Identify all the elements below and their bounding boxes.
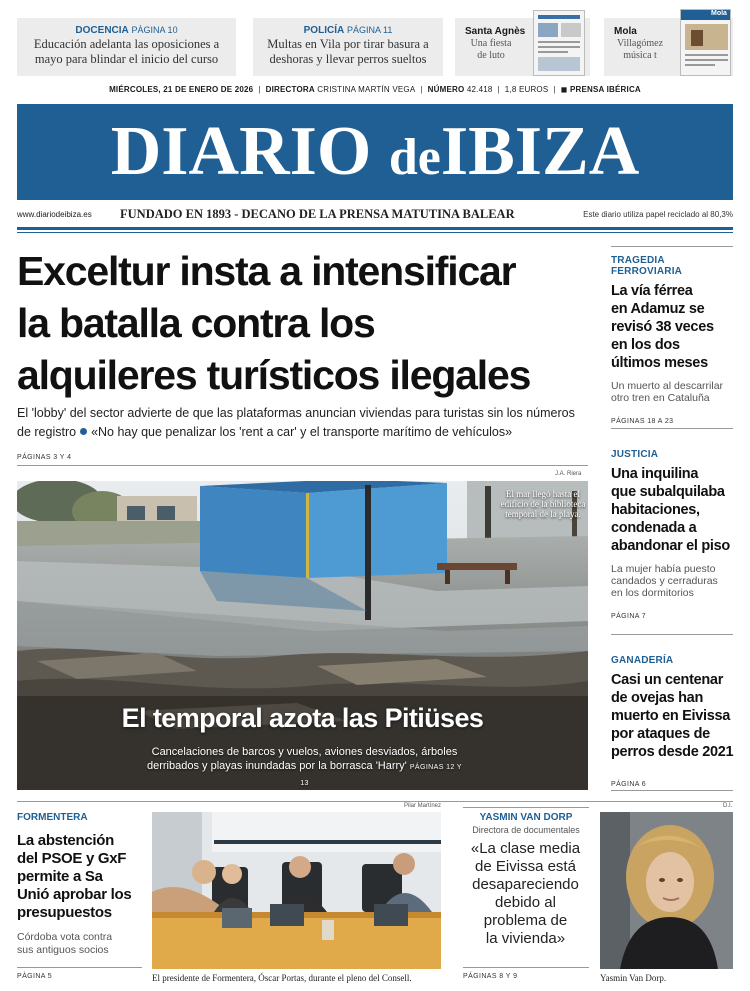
sidebar-divider — [611, 634, 733, 635]
date: MIÉRCOLES, 21 DE ENERO DE 2026 — [109, 85, 254, 94]
interview-divider — [463, 967, 589, 968]
teaser-kicker-line — [253, 18, 443, 36]
teaser-page: PÀGINA 10 — [131, 25, 178, 35]
motto: FUNDADO EN 1893 - DECANO DE LA PRENSA MATUTINA BALEAR — [120, 207, 515, 221]
sidebar-desc: Un muerto al descarrilar otro tren en Cataluña — [611, 380, 724, 404]
interview-pages: PÁGINAS 8 Y 9 — [463, 973, 518, 980]
formentera-photo[interactable] — [152, 812, 441, 969]
newspaper-thumbnail-1 — [533, 10, 585, 76]
bottom-divider — [17, 801, 733, 802]
formentera-headline[interactable]: La abstención del PSOE y GxF permite a Sa Unió aprobar los presupuestos — [17, 832, 132, 921]
website-link[interactable]: www.diariodeibiza.es — [17, 210, 92, 219]
formentera-pages: PÀGINA 5 — [17, 973, 53, 980]
photo-pages: PÁGINAS 12 Y 13 — [300, 764, 462, 787]
main-photo[interactable] — [17, 481, 588, 790]
council-meeting-illustration — [152, 812, 441, 969]
group-logo-icon: ◼ — [560, 85, 568, 94]
teaser-docencia[interactable] — [17, 18, 236, 76]
masthead-subbar — [17, 205, 733, 223]
sidebar-pages: PÁGINA 6 — [611, 781, 647, 788]
newspaper-thumbnail-2 — [680, 9, 731, 76]
interview-photo[interactable] — [600, 812, 733, 969]
sidebar-desc: La mujer había puesto candados y cerraduras en los dormitorios — [611, 563, 718, 599]
sidebar-divider — [611, 246, 733, 247]
headline-line: la batalla contra los — [17, 300, 375, 346]
formentera-kicker: FORMENTERA — [17, 812, 88, 823]
teaser-text: Una fiesta de luto — [470, 38, 512, 61]
masthead-rule-thin — [17, 232, 733, 233]
teaser-title: Santa Agnès — [465, 26, 526, 37]
interview-role: Directora de documentales — [472, 825, 580, 835]
teaser-text: Multas en Vila por tirar basura a deshoras y llevar perros sueltos — [267, 37, 429, 66]
interview-quote[interactable]: «La clase media de Eivissa está desapareciendo debido al problema de la vivienda» — [470, 840, 581, 947]
photo-note: El mar llegó hasta el edificio de la biblioteca temporal de la playa. — [500, 489, 586, 519]
teaser-santa-agnes[interactable] — [455, 18, 590, 76]
sidebar-headline: Una inquilina que subalquilaba habitaciones, condenada a abandonar el piso — [611, 466, 730, 554]
sidebar-divider — [611, 790, 733, 791]
sidebar-kicker: GANADERÍA — [611, 655, 674, 666]
recycled-note: Este diario utiliza papel reciclado al 80,3% — [583, 210, 733, 219]
photo-credit: J.A. Riera — [555, 471, 582, 477]
sidebar-headline: Casi un centenar de ovejas han muerto en Eivissa por ataques de perros desde 2021 — [611, 672, 734, 760]
headline-line: alquileres turísticos ilegales — [17, 352, 531, 398]
price: 1,8 EUROS — [504, 85, 549, 94]
interview-divider-top — [463, 807, 589, 808]
masthead-title: DIARIO deIBIZA — [110, 113, 640, 190]
teaser-page: PÁGINA 11 — [346, 25, 393, 35]
photo-subtext: Cancelaciones de barcos y vuelos, aviones desviados, árboles derribados y playas inundadas por la borrasca 'Harry' PÁGINAS 12 Y 13 — [147, 746, 462, 787]
sidebar-divider — [611, 428, 733, 429]
sidebar-kicker: JUSTICIA — [611, 449, 659, 460]
thumbnail-label: Mola — [711, 10, 727, 17]
photo-headline: El temporal azota las Pitiüses — [121, 703, 484, 733]
main-headline[interactable] — [17, 245, 597, 401]
sidebar-story-justice[interactable] — [611, 449, 735, 620]
sidebar-kicker: TRAGEDIA FERROVIARIA — [611, 255, 683, 277]
lede-text-2: «No hay que penalizar los 'rent a car' y el transporte marítimo de vehículos» — [91, 425, 513, 439]
lede-text-1: El 'lobby' del sector advierte de que las plataformas anuncian viviendas para turistas sin los números de registro — [17, 406, 575, 439]
teaser-policia[interactable] — [253, 18, 443, 76]
teaser-mola[interactable] — [604, 10, 733, 76]
number-label: NÚMERO — [427, 85, 465, 94]
issue-number: 42.418 — [466, 85, 493, 94]
portrait-illustration — [600, 812, 733, 969]
sidebar-headline: La vía férrea en Adamuz se revisó 38 veces en los dos últimos meses — [611, 283, 714, 371]
teaser-title: Mola — [614, 26, 637, 37]
director-label: DIRECTORA — [265, 85, 315, 94]
teaser-kicker-line — [17, 18, 236, 36]
interview-photo-credit: D.I. — [723, 803, 733, 809]
dateline: MIÉRCOLES, 21 DE ENERO DE 2026 | DIRECTORA CRISTINA MARTÍN VEGA | NÚMERO 42.418 | 1,8 EUROS | ◼ PRENSA IBÉRICA — [109, 85, 641, 94]
interview-kicker: YASMIN VAN DORP — [479, 812, 573, 823]
sidebar-pages: PÁGINAS 18 A 23 — [611, 418, 674, 425]
teaser-kicker: DOCENCIA — [75, 25, 129, 36]
teaser-text: Villagómez música t — [616, 38, 664, 61]
director-name: CRISTINA MARTÍN VEGA — [317, 85, 416, 94]
formentera-divider — [17, 967, 142, 968]
headline-line: Exceltur insta a intensificar — [17, 248, 516, 294]
sidebar-story-train[interactable] — [611, 255, 735, 425]
teaser-text: Educación adelanta las oposiciones a mayo para blindar el inicio del curso — [33, 37, 220, 66]
sidebar-pages: PÁGINA 7 — [611, 613, 647, 620]
masthead-rule — [17, 227, 733, 230]
teaser-kicker: POLICÍA — [303, 25, 345, 36]
masthead[interactable] — [17, 104, 733, 200]
bullet-icon — [80, 428, 87, 435]
formentera-photo-credit: Pilar Martínez — [404, 803, 442, 809]
sidebar-story-sheep[interactable] — [611, 655, 735, 788]
interview-photo-caption: Yasmin Van Dorp. — [600, 973, 667, 983]
group-name: PRENSA IBÉRICA — [569, 85, 641, 94]
main-divider — [17, 465, 588, 466]
flooded-beach-illustration — [17, 481, 588, 790]
formentera-photo-caption: El presidente de Formentera, Óscar Portas, durante el pleno del Consell. — [152, 973, 412, 983]
formentera-desc: Córdoba vota contra sus antiguos socios — [17, 931, 113, 956]
main-pages: PÁGINAS 3 Y 4 — [17, 454, 72, 461]
main-lede — [17, 404, 592, 442]
